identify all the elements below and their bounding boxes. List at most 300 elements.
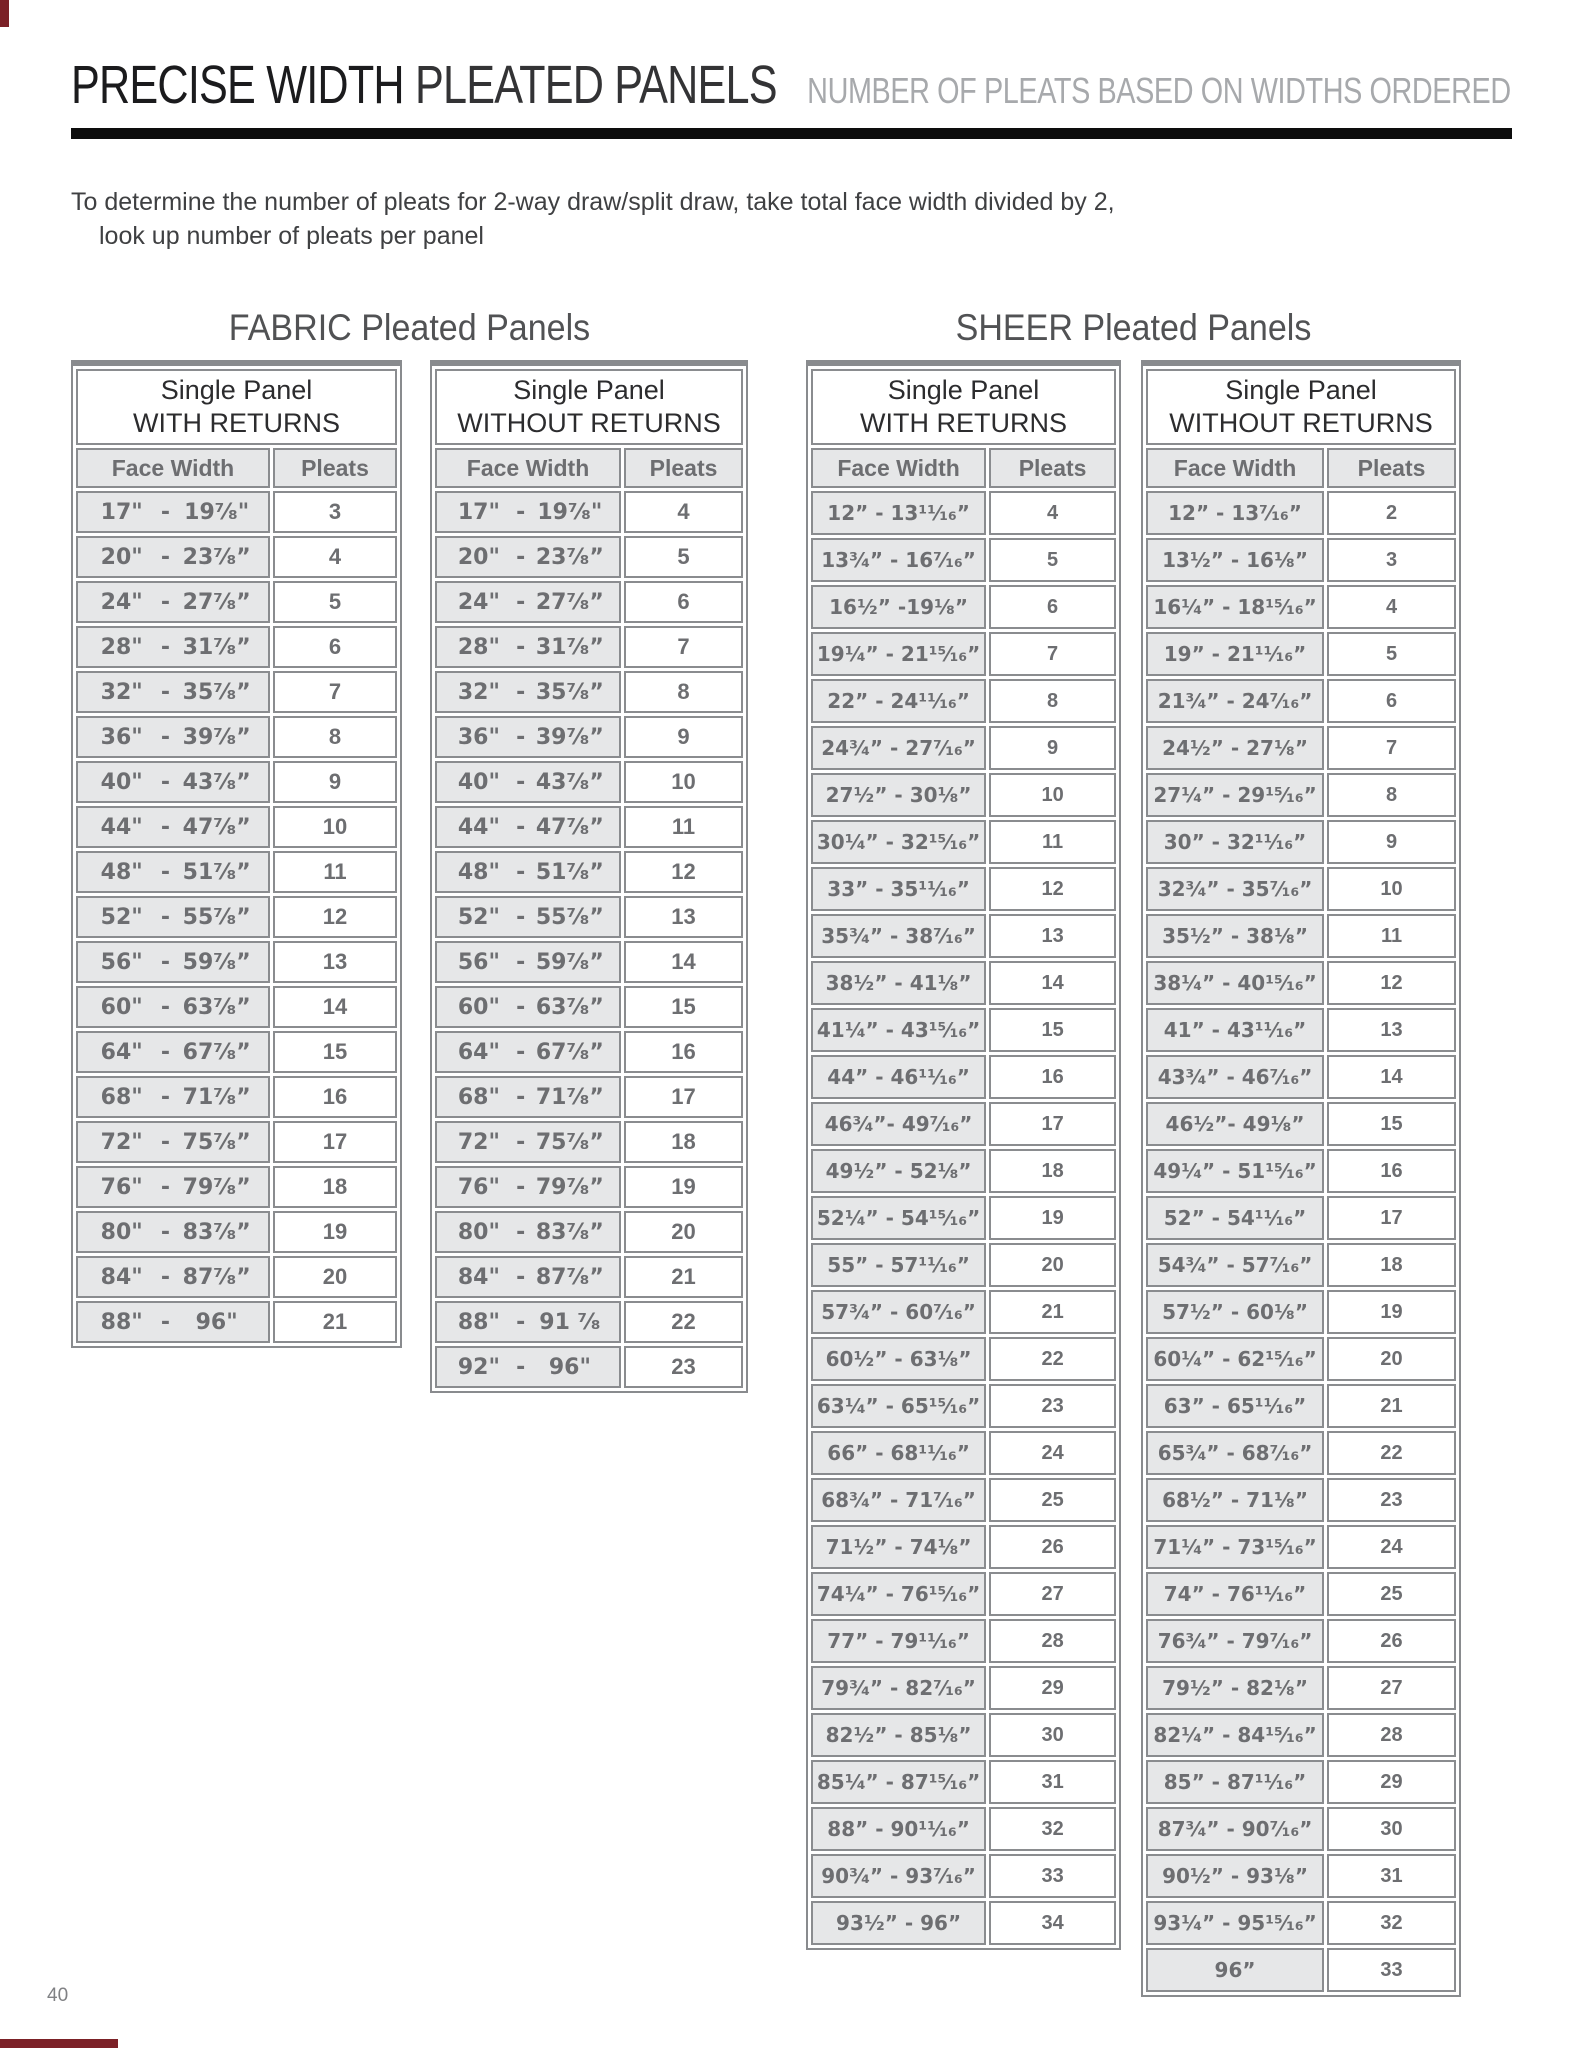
face-width-cell: 19” - 21¹¹⁄₁₆” [1146, 632, 1324, 676]
face-width-cell: 87³⁄₄” - 90⁷⁄₁₆” [1146, 1807, 1324, 1851]
table-row [76, 536, 397, 578]
pleats-cell: 27 [989, 1572, 1116, 1616]
pleats-cell: 10 [624, 761, 743, 803]
face-width-cell: 35³⁄₄” - 38⁷⁄₁₆” [811, 914, 986, 958]
face-width-range: 88" - 91 ⁷⁄₈ [457, 1309, 601, 1335]
face-width-cell: 96” [1146, 1948, 1324, 1992]
pleats-cell: 8 [989, 679, 1116, 723]
face-width-cell: 79¹⁄₂” - 82¹⁄₈” [1146, 1666, 1324, 1710]
table-row [435, 491, 743, 533]
pleats-cell: 10 [1327, 867, 1456, 911]
table-row [811, 726, 1116, 770]
face-width-range: 24" - 27⁷⁄₈” [100, 589, 251, 615]
face-width-cell [76, 986, 270, 1028]
pleats-cell: 12 [273, 896, 397, 938]
face-width-cell [76, 671, 270, 713]
table-row [1146, 914, 1456, 958]
face-width-cell [76, 1076, 270, 1118]
table-row [811, 1713, 1116, 1757]
table-row [811, 1760, 1116, 1804]
table-row [811, 1102, 1116, 1146]
face-width-range: 36" - 39⁷⁄₈” [457, 724, 604, 750]
pleats-cell: 29 [989, 1666, 1116, 1710]
face-width-cell: 24³⁄₄” - 27⁷⁄₁₆” [811, 726, 986, 770]
table-row [811, 914, 1116, 958]
table-row [811, 1478, 1116, 1522]
pleats-cell: 8 [1327, 773, 1456, 817]
table-row [435, 896, 743, 938]
face-width-cell: 30¹⁄₄” - 32¹⁵⁄₁₆” [811, 820, 986, 864]
column-header: Pleats [273, 448, 397, 488]
pleats-cell: 15 [273, 1031, 397, 1073]
table-row [1146, 773, 1456, 817]
pleats-cell: 22 [989, 1337, 1116, 1381]
pleat-table-grid [73, 366, 400, 1346]
face-width-cell [435, 806, 621, 848]
table-row [1146, 491, 1456, 535]
table-row [1146, 1572, 1456, 1616]
pleats-cell: 12 [1327, 961, 1456, 1005]
page-edge-accent-bottom [0, 2039, 118, 2048]
face-width-range: 17" - 19⁷⁄₈" [100, 499, 250, 525]
face-width-cell [435, 1031, 621, 1073]
table-row [1146, 726, 1456, 770]
pleats-cell: 18 [1327, 1243, 1456, 1287]
face-width-range: 56" - 59⁷⁄₈” [100, 949, 251, 975]
table-row [76, 1076, 397, 1118]
table-row [435, 716, 743, 758]
table-row [1146, 1713, 1456, 1757]
intro-text [71, 185, 1512, 253]
table-row [1146, 1008, 1456, 1052]
table-row [811, 820, 1116, 864]
face-width-cell [435, 581, 621, 623]
table-fabric-without-returns [430, 360, 748, 1393]
table-title-row [811, 369, 1116, 445]
face-width-range: 68" - 71⁷⁄₈” [100, 1084, 251, 1110]
pleats-cell: 34 [989, 1901, 1116, 1945]
face-width-cell [435, 671, 621, 713]
table-row [1146, 1337, 1456, 1381]
table-row [435, 626, 743, 668]
table-header-row [435, 448, 743, 488]
face-width-cell: 21³⁄₄” - 24⁷⁄₁₆” [1146, 679, 1324, 723]
table-row [435, 941, 743, 983]
table-row [1146, 820, 1456, 864]
table-title: Single Panel WITHOUT RETURNS [1146, 369, 1456, 445]
face-width-cell: 79³⁄₄” - 82⁷⁄₁₆” [811, 1666, 986, 1710]
table-sheer-with-returns [806, 360, 1121, 1950]
table-row [811, 1290, 1116, 1334]
face-width-range: 56" - 59⁷⁄₈” [457, 949, 604, 975]
table-row [811, 1854, 1116, 1898]
face-width-cell: 16¹⁄₄” - 18¹⁵⁄₁₆” [1146, 585, 1324, 629]
table-row [1146, 1666, 1456, 1710]
page-title-primary: PRECISE WIDTH [71, 55, 404, 115]
pleats-cell: 19 [273, 1211, 397, 1253]
table-row [1146, 1478, 1456, 1522]
face-width-range: 60" - 63⁷⁄₈” [457, 994, 604, 1020]
pleats-cell: 11 [1327, 914, 1456, 958]
pleat-table-grid [1143, 366, 1459, 1995]
pleats-cell: 7 [273, 671, 397, 713]
pleats-cell: 9 [273, 761, 397, 803]
table-row [76, 761, 397, 803]
table-title: Single Panel WITH RETURNS [76, 369, 397, 445]
pleats-cell: 33 [1327, 1948, 1456, 1992]
table-row [811, 1431, 1116, 1475]
pleats-cell: 28 [1327, 1713, 1456, 1757]
face-width-range: 64" - 67⁷⁄₈” [100, 1039, 251, 1065]
face-width-cell: 71¹⁄₂” - 74¹⁄₈” [811, 1525, 986, 1569]
face-width-cell: 30” - 32¹¹⁄₁₆” [1146, 820, 1324, 864]
face-width-cell: 33” - 35¹¹⁄₁₆” [811, 867, 986, 911]
face-width-cell: 27¹⁄₂” - 30¹⁄₈” [811, 773, 986, 817]
face-width-cell: 74” - 76¹¹⁄₁₆” [1146, 1572, 1324, 1616]
face-width-cell [435, 761, 621, 803]
face-width-cell: 90³⁄₄” - 93⁷⁄₁₆” [811, 1854, 986, 1898]
face-width-range: 76" - 79⁷⁄₈” [100, 1174, 251, 1200]
pleats-cell: 6 [989, 585, 1116, 629]
pleats-cell: 8 [273, 716, 397, 758]
page-subtitle: NUMBER OF PLEATS BASED ON WIDTHS ORDERED [807, 70, 1511, 111]
face-width-cell [76, 941, 270, 983]
table-row [811, 961, 1116, 1005]
pleats-cell: 23 [989, 1384, 1116, 1428]
face-width-cell: 57¹⁄₂” - 60¹⁄₈” [1146, 1290, 1324, 1334]
pleat-table-grid [808, 366, 1119, 1948]
face-width-cell [76, 761, 270, 803]
table-row [1146, 1525, 1456, 1569]
face-width-cell: 38¹⁄₄” - 40¹⁵⁄₁₆” [1146, 961, 1324, 1005]
pleats-cell: 24 [989, 1431, 1116, 1475]
face-width-cell: 43³⁄₄” - 46⁷⁄₁₆” [1146, 1055, 1324, 1099]
face-width-range: 52" - 55⁷⁄₈” [100, 904, 251, 930]
face-width-cell [76, 806, 270, 848]
face-width-cell: 49¹⁄₄” - 51¹⁵⁄₁₆” [1146, 1149, 1324, 1193]
table-title-row [76, 369, 397, 445]
pleats-cell: 21 [1327, 1384, 1456, 1428]
table-row [1146, 585, 1456, 629]
table-row [1146, 1901, 1456, 1945]
pleats-cell: 4 [1327, 585, 1456, 629]
page-title [71, 54, 777, 116]
face-width-cell [435, 626, 621, 668]
face-width-cell: 12” - 13⁷⁄₁₆” [1146, 491, 1324, 535]
face-width-cell [435, 1121, 621, 1163]
pleats-cell: 11 [989, 820, 1116, 864]
face-width-cell [76, 1031, 270, 1073]
table-title: Single Panel WITHOUT RETURNS [435, 369, 743, 445]
column-header: Face Width [1146, 448, 1324, 488]
pleats-cell: 10 [989, 773, 1116, 817]
face-width-cell: 41” - 43¹¹⁄₁₆” [1146, 1008, 1324, 1052]
pleats-cell: 15 [624, 986, 743, 1028]
pleats-cell: 16 [989, 1055, 1116, 1099]
table-row [811, 1619, 1116, 1663]
table-row [435, 851, 743, 893]
table-row [435, 1211, 743, 1253]
face-width-cell: 85” - 87¹¹⁄₁₆” [1146, 1760, 1324, 1804]
table-row [1146, 1055, 1456, 1099]
table-row [76, 1301, 397, 1343]
pleats-cell: 18 [624, 1121, 743, 1163]
table-row [435, 536, 743, 578]
table-row [76, 1166, 397, 1208]
pleats-cell: 25 [1327, 1572, 1456, 1616]
face-width-range: 24" - 27⁷⁄₈” [457, 589, 604, 615]
face-width-cell: 93¹⁄₄” - 95¹⁵⁄₁₆” [1146, 1901, 1324, 1945]
column-header: Pleats [989, 448, 1116, 488]
table-row [811, 538, 1116, 582]
face-width-range: 44" - 47⁷⁄₈” [457, 814, 604, 840]
table-row [811, 1149, 1116, 1193]
pleats-cell: 20 [273, 1256, 397, 1298]
pleats-cell: 13 [273, 941, 397, 983]
face-width-cell [76, 491, 270, 533]
table-row [76, 986, 397, 1028]
face-width-cell: 66” - 68¹¹⁄₁₆” [811, 1431, 986, 1475]
face-width-cell [435, 896, 621, 938]
face-width-cell: 77” - 79¹¹⁄₁₆” [811, 1619, 986, 1663]
face-width-cell: 49¹⁄₂” - 52¹⁄₈” [811, 1149, 986, 1193]
face-width-cell [435, 716, 621, 758]
face-width-cell: 54³⁄₄” - 57⁷⁄₁₆” [1146, 1243, 1324, 1287]
face-width-cell [76, 581, 270, 623]
pleats-cell: 14 [273, 986, 397, 1028]
pleats-cell: 23 [624, 1346, 743, 1388]
table-row [76, 851, 397, 893]
face-width-range: 88" - 96" [100, 1309, 238, 1335]
pleats-cell: 21 [989, 1290, 1116, 1334]
face-width-cell: 52¹⁄₄” - 54¹⁵⁄₁₆” [811, 1196, 986, 1240]
face-width-cell: 24¹⁄₂” - 27¹⁄₈” [1146, 726, 1324, 770]
pleats-cell: 4 [624, 491, 743, 533]
face-width-cell: 63¹⁄₄” - 65¹⁵⁄₁₆” [811, 1384, 986, 1428]
face-width-cell [76, 1301, 270, 1343]
pleats-cell: 4 [273, 536, 397, 578]
face-width-cell: 22” - 24¹¹⁄₁₆” [811, 679, 986, 723]
group-sheer [806, 307, 1461, 1997]
pleats-cell: 6 [624, 581, 743, 623]
face-width-cell: 60¹⁄₂” - 63¹⁄₈” [811, 1337, 986, 1381]
table-row [811, 1055, 1116, 1099]
table-row [435, 1121, 743, 1163]
pleats-cell: 18 [989, 1149, 1116, 1193]
pleats-cell: 3 [1327, 538, 1456, 582]
table-row [1146, 1760, 1456, 1804]
face-width-cell [435, 1076, 621, 1118]
pleats-cell: 9 [989, 726, 1116, 770]
face-width-cell: 82¹⁄₂” - 85¹⁄₈” [811, 1713, 986, 1757]
face-width-range: 28" - 31⁷⁄₈” [457, 634, 604, 660]
pleats-cell: 9 [1327, 820, 1456, 864]
pleats-cell: 26 [989, 1525, 1116, 1569]
header-rule [71, 128, 1512, 139]
face-width-cell: 63” - 65¹¹⁄₁₆” [1146, 1384, 1324, 1428]
table-row [1146, 1854, 1456, 1898]
pleats-cell: 10 [273, 806, 397, 848]
face-width-cell: 57³⁄₄” - 60⁷⁄₁₆” [811, 1290, 986, 1334]
pleats-cell: 5 [1327, 632, 1456, 676]
face-width-cell: 85¹⁄₄” - 87¹⁵⁄₁₆” [811, 1760, 986, 1804]
face-width-range: 48" - 51⁷⁄₈” [100, 859, 251, 885]
face-width-cell: 74¹⁄₄” - 76¹⁵⁄₁₆” [811, 1572, 986, 1616]
column-header: Pleats [1327, 448, 1456, 488]
face-width-cell [435, 491, 621, 533]
face-width-range: 32" - 35⁷⁄₈” [457, 679, 604, 705]
face-width-cell: 27¹⁄₄” - 29¹⁵⁄₁₆” [1146, 773, 1324, 817]
pleats-cell: 20 [624, 1211, 743, 1253]
page-number: 40 [47, 1985, 69, 2006]
page-header [71, 54, 1512, 139]
pleats-cell: 31 [1327, 1854, 1456, 1898]
face-width-range: 84" - 87⁷⁄₈” [100, 1264, 251, 1290]
table-row [811, 585, 1116, 629]
pleats-cell: 13 [989, 914, 1116, 958]
table-row [1146, 1149, 1456, 1193]
pleats-cell: 33 [989, 1854, 1116, 1898]
pleats-cell: 19 [989, 1196, 1116, 1240]
table-row [1146, 632, 1456, 676]
face-width-cell [435, 1166, 621, 1208]
group-fabric [71, 307, 748, 1997]
pleats-cell: 29 [1327, 1760, 1456, 1804]
face-width-cell: 12” - 13¹¹⁄₁₆” [811, 491, 986, 535]
table-row [811, 1525, 1116, 1569]
face-width-cell: 38¹⁄₂” - 41¹⁄₈” [811, 961, 986, 1005]
table-row [76, 1121, 397, 1163]
face-width-cell: 60¹⁄₄” - 62¹⁵⁄₁₆” [1146, 1337, 1324, 1381]
pleats-cell: 32 [989, 1807, 1116, 1851]
table-row [811, 1666, 1116, 1710]
table-row [76, 806, 397, 848]
face-width-cell [435, 1301, 621, 1343]
face-width-cell [435, 536, 621, 578]
face-width-range: 20" - 23⁷⁄₈” [100, 544, 251, 570]
table-row [76, 491, 397, 533]
table-row [1146, 1243, 1456, 1287]
table-row [435, 806, 743, 848]
pleats-cell: 18 [273, 1166, 397, 1208]
face-width-cell: 68¹⁄₂” - 71¹⁄₈” [1146, 1478, 1324, 1522]
face-width-cell: 35¹⁄₂” - 38¹⁄₈” [1146, 914, 1324, 958]
pleats-cell: 20 [1327, 1337, 1456, 1381]
table-row [1146, 961, 1456, 1005]
pleats-cell: 22 [624, 1301, 743, 1343]
pleats-cell: 14 [1327, 1055, 1456, 1099]
face-width-cell: 46³⁄₄”- 49⁷⁄₁₆” [811, 1102, 986, 1146]
table-row [1146, 1102, 1456, 1146]
face-width-range: 52" - 55⁷⁄₈” [457, 904, 604, 930]
face-width-range: 36" - 39⁷⁄₈” [100, 724, 251, 750]
face-width-cell: 82¹⁄₄” - 84¹⁵⁄₁₆” [1146, 1713, 1324, 1757]
pleats-cell: 16 [1327, 1149, 1456, 1193]
pleats-cell: 21 [624, 1256, 743, 1298]
table-row [435, 1346, 743, 1388]
pleats-cell: 32 [1327, 1901, 1456, 1945]
pleats-cell: 23 [1327, 1478, 1456, 1522]
table-title-row [1146, 369, 1456, 445]
face-width-cell: 90¹⁄₂” - 93¹⁄₈” [1146, 1854, 1324, 1898]
face-width-cell: 19¹⁄₄” - 21¹⁵⁄₁₆” [811, 632, 986, 676]
face-width-cell: 16¹⁄₂” -19¹⁄₈” [811, 585, 986, 629]
table-row [435, 986, 743, 1028]
face-width-range: 28" - 31⁷⁄₈” [100, 634, 251, 660]
column-header: Face Width [76, 448, 270, 488]
intro-line-1: To determine the number of pleats for 2-way draw/split draw, take total face width divided by 2, [71, 188, 1115, 216]
page-title-secondary: PLEATED PANELS [415, 55, 777, 115]
table-header-row [1146, 448, 1456, 488]
face-width-cell: 65³⁄₄” - 68⁷⁄₁₆” [1146, 1431, 1324, 1475]
pleats-cell: 5 [989, 538, 1116, 582]
face-width-cell: 13¹⁄₂” - 16¹⁄₈” [1146, 538, 1324, 582]
face-width-range: 40" - 43⁷⁄₈” [100, 769, 251, 795]
table-row [1146, 1807, 1456, 1851]
pleats-cell: 5 [624, 536, 743, 578]
pleats-cell: 26 [1327, 1619, 1456, 1663]
pleats-cell: 20 [989, 1243, 1116, 1287]
table-row [811, 1196, 1116, 1240]
face-width-cell: 93¹⁄₂” - 96” [811, 1901, 986, 1945]
pleats-cell: 12 [624, 851, 743, 893]
table-row [1146, 538, 1456, 582]
column-header: Pleats [624, 448, 743, 488]
face-width-cell [76, 1166, 270, 1208]
face-width-cell [435, 1346, 621, 1388]
table-row [811, 1807, 1116, 1851]
table-row [811, 632, 1116, 676]
face-width-range: 20" - 23⁷⁄₈” [457, 544, 604, 570]
group-title-sheer: SHEER Pleated Panels [955, 307, 1312, 348]
table-row [76, 1256, 397, 1298]
column-header: Face Width [435, 448, 621, 488]
pleats-cell: 5 [273, 581, 397, 623]
pleats-cell: 16 [273, 1076, 397, 1118]
table-row [435, 671, 743, 713]
column-header: Face Width [811, 448, 986, 488]
table-row [76, 716, 397, 758]
pleats-cell: 15 [1327, 1102, 1456, 1146]
pleats-cell: 2 [1327, 491, 1456, 535]
pleats-cell: 19 [624, 1166, 743, 1208]
table-row [76, 626, 397, 668]
table-row [76, 671, 397, 713]
pleats-cell: 6 [1327, 679, 1456, 723]
pleats-cell: 21 [273, 1301, 397, 1343]
face-width-cell [76, 1211, 270, 1253]
table-row [811, 491, 1116, 535]
pleats-cell: 14 [624, 941, 743, 983]
face-width-cell [76, 1256, 270, 1298]
face-width-cell [435, 941, 621, 983]
face-width-cell: 68³⁄₄” - 71⁷⁄₁₆” [811, 1478, 986, 1522]
face-width-range: 60" - 63⁷⁄₈” [100, 994, 251, 1020]
table-row [76, 1031, 397, 1073]
face-width-cell: 76³⁄₄” - 79⁷⁄₁₆” [1146, 1619, 1324, 1663]
face-width-cell: 88” - 90¹¹⁄₁₆” [811, 1807, 986, 1851]
table-sheer-without-returns [1141, 360, 1461, 1997]
face-width-range: 76" - 79⁷⁄₈” [457, 1174, 604, 1200]
table-row [811, 1572, 1116, 1616]
face-width-cell [76, 1121, 270, 1163]
table-row [435, 1031, 743, 1073]
group-title-fabric: FABRIC Pleated Panels [228, 307, 591, 348]
face-width-cell [76, 536, 270, 578]
pleats-cell: 30 [1327, 1807, 1456, 1851]
group-sheer-tables [806, 360, 1461, 1997]
pleats-cell: 17 [273, 1121, 397, 1163]
